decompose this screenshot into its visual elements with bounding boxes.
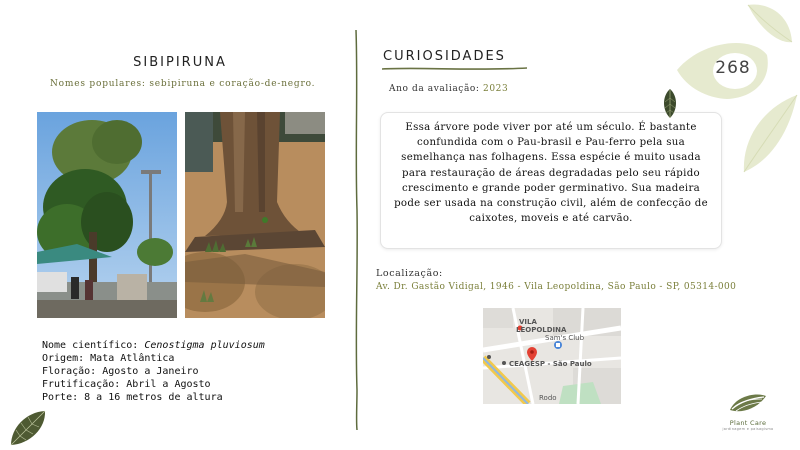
map-road-label: Rodo [539,394,557,402]
brand-logo [718,392,778,431]
logo-leaf-icon [728,392,768,414]
tree-photo [37,112,177,318]
title-underline [382,66,527,72]
curiosities-title: CURIOSIDADES [383,49,506,64]
logo-tagline: jardinagem e paisagismo [722,427,774,431]
map-area-label-1: VILA [519,318,537,326]
map-pin-label: CEAGESP - São Paulo [509,360,592,368]
origin-row: Origem: Mata Atlântica [42,353,175,364]
trunk-photo-illustration [185,112,325,318]
vertical-divider [352,30,362,430]
fruiting-row: Frutificação: Abril a Agosto [42,379,211,390]
location-label: Localização: [376,268,443,279]
map-store-label: Sam's Club [545,334,585,342]
scientific-name-row [42,339,265,352]
location-address: Av. Dr. Gastão Vidigal, 1946 - Vila Leopoldina, São Paulo - SP, 05314-000 [376,282,737,292]
curiosities-text: Essa árvore pode viver por até um século. É bastante confundida com o Pau-brasil e Pau-ferro pela sua semelhança nas folhagens. Essa espécie é muito usada para restauração de áreas degradadas pelo seu rápido crescimento e grande poder germinativo. Sua madeira pode ser usada na construção civil, além de confecção de caixotes, moveis e até carvão. [394,122,708,225]
flowering-row: Floração: Agosto a Janeiro [42,366,199,377]
evaluation-year [389,84,508,94]
small-leaf-icon [661,88,679,120]
species-name: SIBIPIRUNA [133,55,227,70]
size-row: Porte: 8 a 16 metros de altura [42,392,223,403]
logo-name: Plant Care [729,419,767,427]
popular-names: Nomes populares: sebipiruna e coração-de-negro. [50,79,316,89]
scientific-name-label: Nome científico: [42,340,145,351]
map-area-label-2: LEOPOLDINA [516,326,567,334]
tree-photo-illustration [37,112,177,318]
scientific-name-value: Cenostigma pluviosum [144,340,265,351]
species-facts [42,339,265,404]
leaf-icon [8,408,48,448]
location-map[interactable] [483,308,621,404]
page-number: 268 [715,58,751,78]
evaluation-year-value: 2023 [483,84,509,94]
trunk-photo [185,112,325,318]
evaluation-year-label: Ano da avaliação: [389,84,484,94]
